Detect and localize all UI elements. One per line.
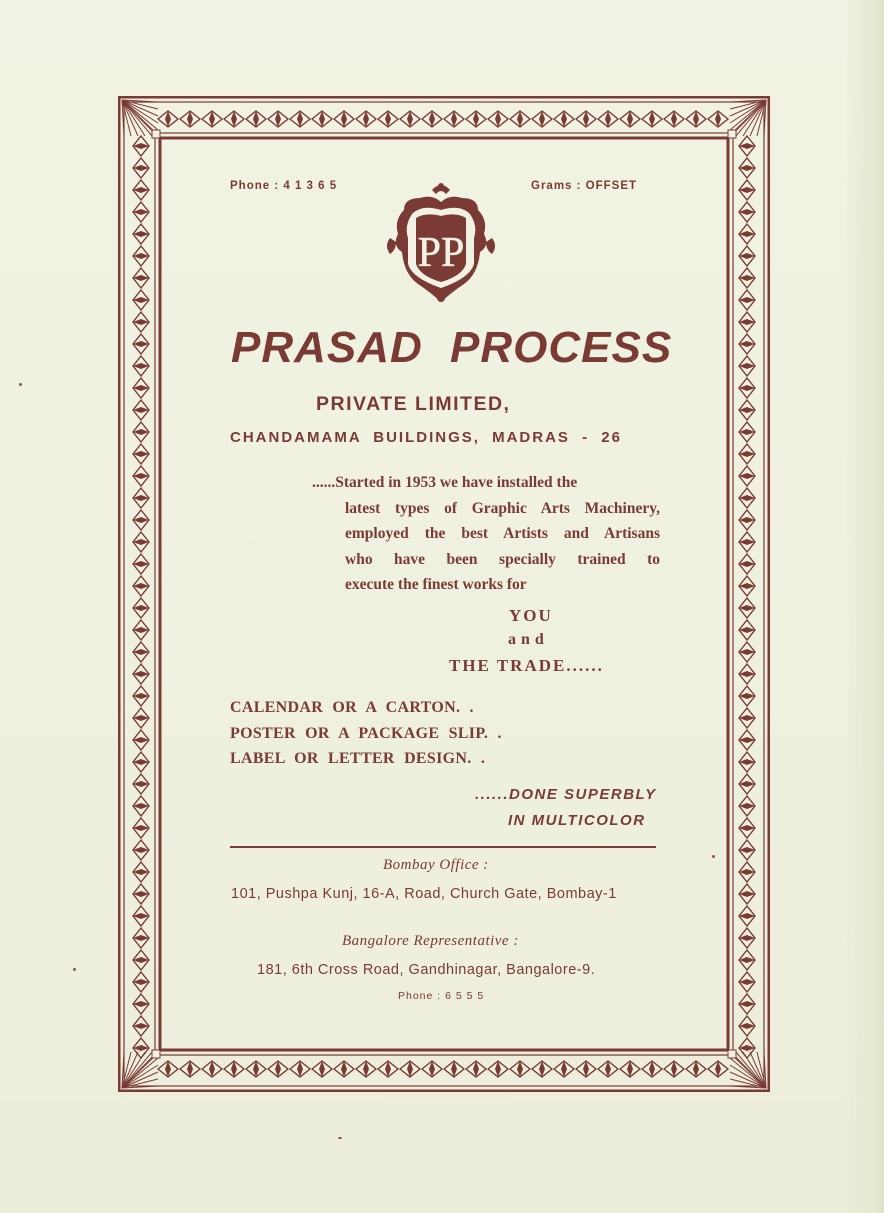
scan-speck [19,383,22,386]
you-text: YOU [509,606,553,625]
product-item: LABEL OR LETTER DESIGN. . [230,750,486,767]
bombay-office-address: 101, Pushpa Kunj, 16-A, Road, Church Gate, Bombay-1 [231,886,617,902]
intro-line: latest types of Graphic Arts Machinery, [345,499,660,517]
trade-text: THE TRADE...... [449,656,604,675]
scan-speck [73,968,76,971]
intro-line: execute the finest works for [345,576,527,593]
product-item: POSTER OR A PACKAGE SLIP. . [230,724,502,742]
bangalore-rep-phone: Phone : 6 5 5 5 [398,990,485,1002]
scan-speck [338,1137,342,1139]
bangalore-rep-heading: Bangalore Representative : [342,933,519,949]
intro-paragraph [312,470,662,598]
intro-line: employed the best Artists and Artisans [345,525,660,542]
product-list [230,695,502,772]
bangalore-rep-address: 181, 6th Cross Road, Gandhinagar, Bangalore-9. [257,962,596,978]
and-text: and [508,631,549,648]
tagline-line-2: IN MULTICOLOR [508,812,646,829]
phone-number: Phone : 4 1 3 6 5 [230,180,338,192]
product-item: CALENDAR OR A CARTON. . [230,699,474,716]
tagline-line-1: ......DONE SUPERBLY [475,786,657,803]
company-type: PRIVATE LIMITED, [316,393,511,415]
company-logo [380,180,502,306]
scan-edge-shadow [844,0,884,1213]
intro-line: ......Started in 1953 we have installed the [312,474,578,491]
divider-rule [230,846,656,848]
company-name: PRASAD PROCESS [231,323,673,372]
scan-speck [712,855,715,858]
bombay-office-heading: Bombay Office : [383,857,489,873]
company-address: CHANDAMAMA BUILDINGS, MADRAS - 26 [230,429,622,446]
intro-line: who have been specially trained to [345,550,660,568]
telegram-address: Grams : OFFSET [531,180,638,192]
logo-monogram: PP [417,230,465,276]
